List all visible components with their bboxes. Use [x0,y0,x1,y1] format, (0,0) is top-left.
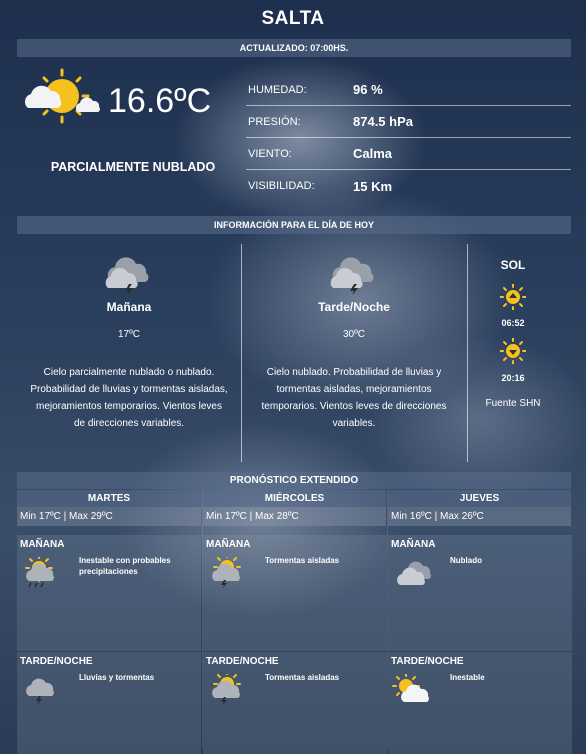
stat-value: 96 % [353,82,383,97]
day-minmax: Min 17ºC | Max 28ºC [203,507,386,526]
stat-value: 15 Km [353,178,393,194]
cloud-storm-icon [102,252,156,294]
day-minmax: Min 16ºC | Max 26ºC [388,507,571,526]
day-name: MIÉRCOLES [203,490,386,507]
stat-label: VIENTO: [248,147,292,160]
sun-title: SOL [500,258,526,272]
forecast-day [17,490,201,748]
sun-cloud-storm-icon [207,674,241,706]
sunset-time: 20:16 [501,373,525,383]
period-label: TARDE/NOCHE [20,656,93,667]
sunrise-icon [500,284,526,310]
day-name: MARTES [17,490,201,507]
stat-row [246,170,571,202]
morning-temp: 17ºC [118,329,140,340]
forecast-day [387,490,571,748]
day-minmax: Min 17ºC | Max 29ºC [17,507,201,526]
sun-cloud-storm-icon [207,557,241,589]
period-description: Inestable [450,673,485,682]
sun-cloud-icon [392,674,432,708]
stat-label: HUMEDAD: [248,83,307,96]
stat-row [246,138,571,170]
period-description: Inestable con probables precipitaciones [79,556,171,576]
divider [467,244,468,462]
current-stats [246,74,571,202]
morning-description: Cielo parcialmente nublado o nublado. Probabilidad de lluvias y tormentas aisladas, mejoramientos temporarios. Vientos leves de direcciones variables. [30,367,228,429]
stat-value: Calma [353,146,393,161]
extended-grid [17,490,571,748]
divider [241,244,242,462]
city-title: SALTA [261,8,325,29]
stat-row [246,74,571,106]
stat-label: VISIBILIDAD: [248,180,315,192]
updated-bar: ACTUALIZADO: 07:00HS. [17,39,571,57]
period-description: Lluvias y tormentas [79,673,155,682]
period-label: MAÑANA [206,539,251,550]
cloud-storm-icon [327,252,381,294]
today-evening-panel [254,248,454,432]
sunrise-time: 06:52 [501,318,525,328]
morning-forecast [17,535,201,651]
cloud-storm-icon [21,674,55,706]
stat-label: PRESIÓN: [248,115,301,128]
morning-name: Mañana [106,300,152,314]
extended-heading: PRONÓSTICO EXTENDIDO [17,472,571,489]
period-label: MAÑANA [20,539,65,550]
partly-cloudy-sun-icon [22,66,102,128]
today-morning-panel [30,248,228,432]
current-temperature: 16.6ºC [108,82,212,120]
morning-forecast [203,535,387,651]
stat-row [246,106,571,138]
evening-forecast [203,652,387,754]
sun-cloud-rain-icon [21,557,55,589]
period-label: TARDE/NOCHE [206,656,279,667]
period-label: MAÑANA [391,539,436,550]
evening-name: Tarde/Noche [318,300,390,314]
period-description: Nublado [450,556,482,565]
sun-source: Fuente SHN [485,398,541,409]
evening-forecast [388,652,572,754]
period-description: Tormentas aisladas [265,673,340,682]
evening-description: Cielo nublado. Probabilidad de lluvias y tormentas aisladas, mejoramientos temporarios. Vientos leves de direcciones variables. [261,367,447,429]
period-label: TARDE/NOCHE [391,656,464,667]
today-heading: INFORMACIÓN PARA EL DÍA DE HOY [17,216,571,234]
evening-temp: 30ºC [343,329,365,340]
period-description: Tormentas aisladas [265,556,340,565]
cloud-icon [392,557,432,589]
current-condition: PARCIALMENTE NUBLADO [50,160,216,174]
day-name: JUEVES [388,490,571,507]
forecast-day [202,490,386,748]
evening-forecast [17,652,201,754]
sunset-icon [500,338,526,364]
stat-value: 874.5 hPa [353,114,413,129]
morning-forecast [388,535,572,651]
